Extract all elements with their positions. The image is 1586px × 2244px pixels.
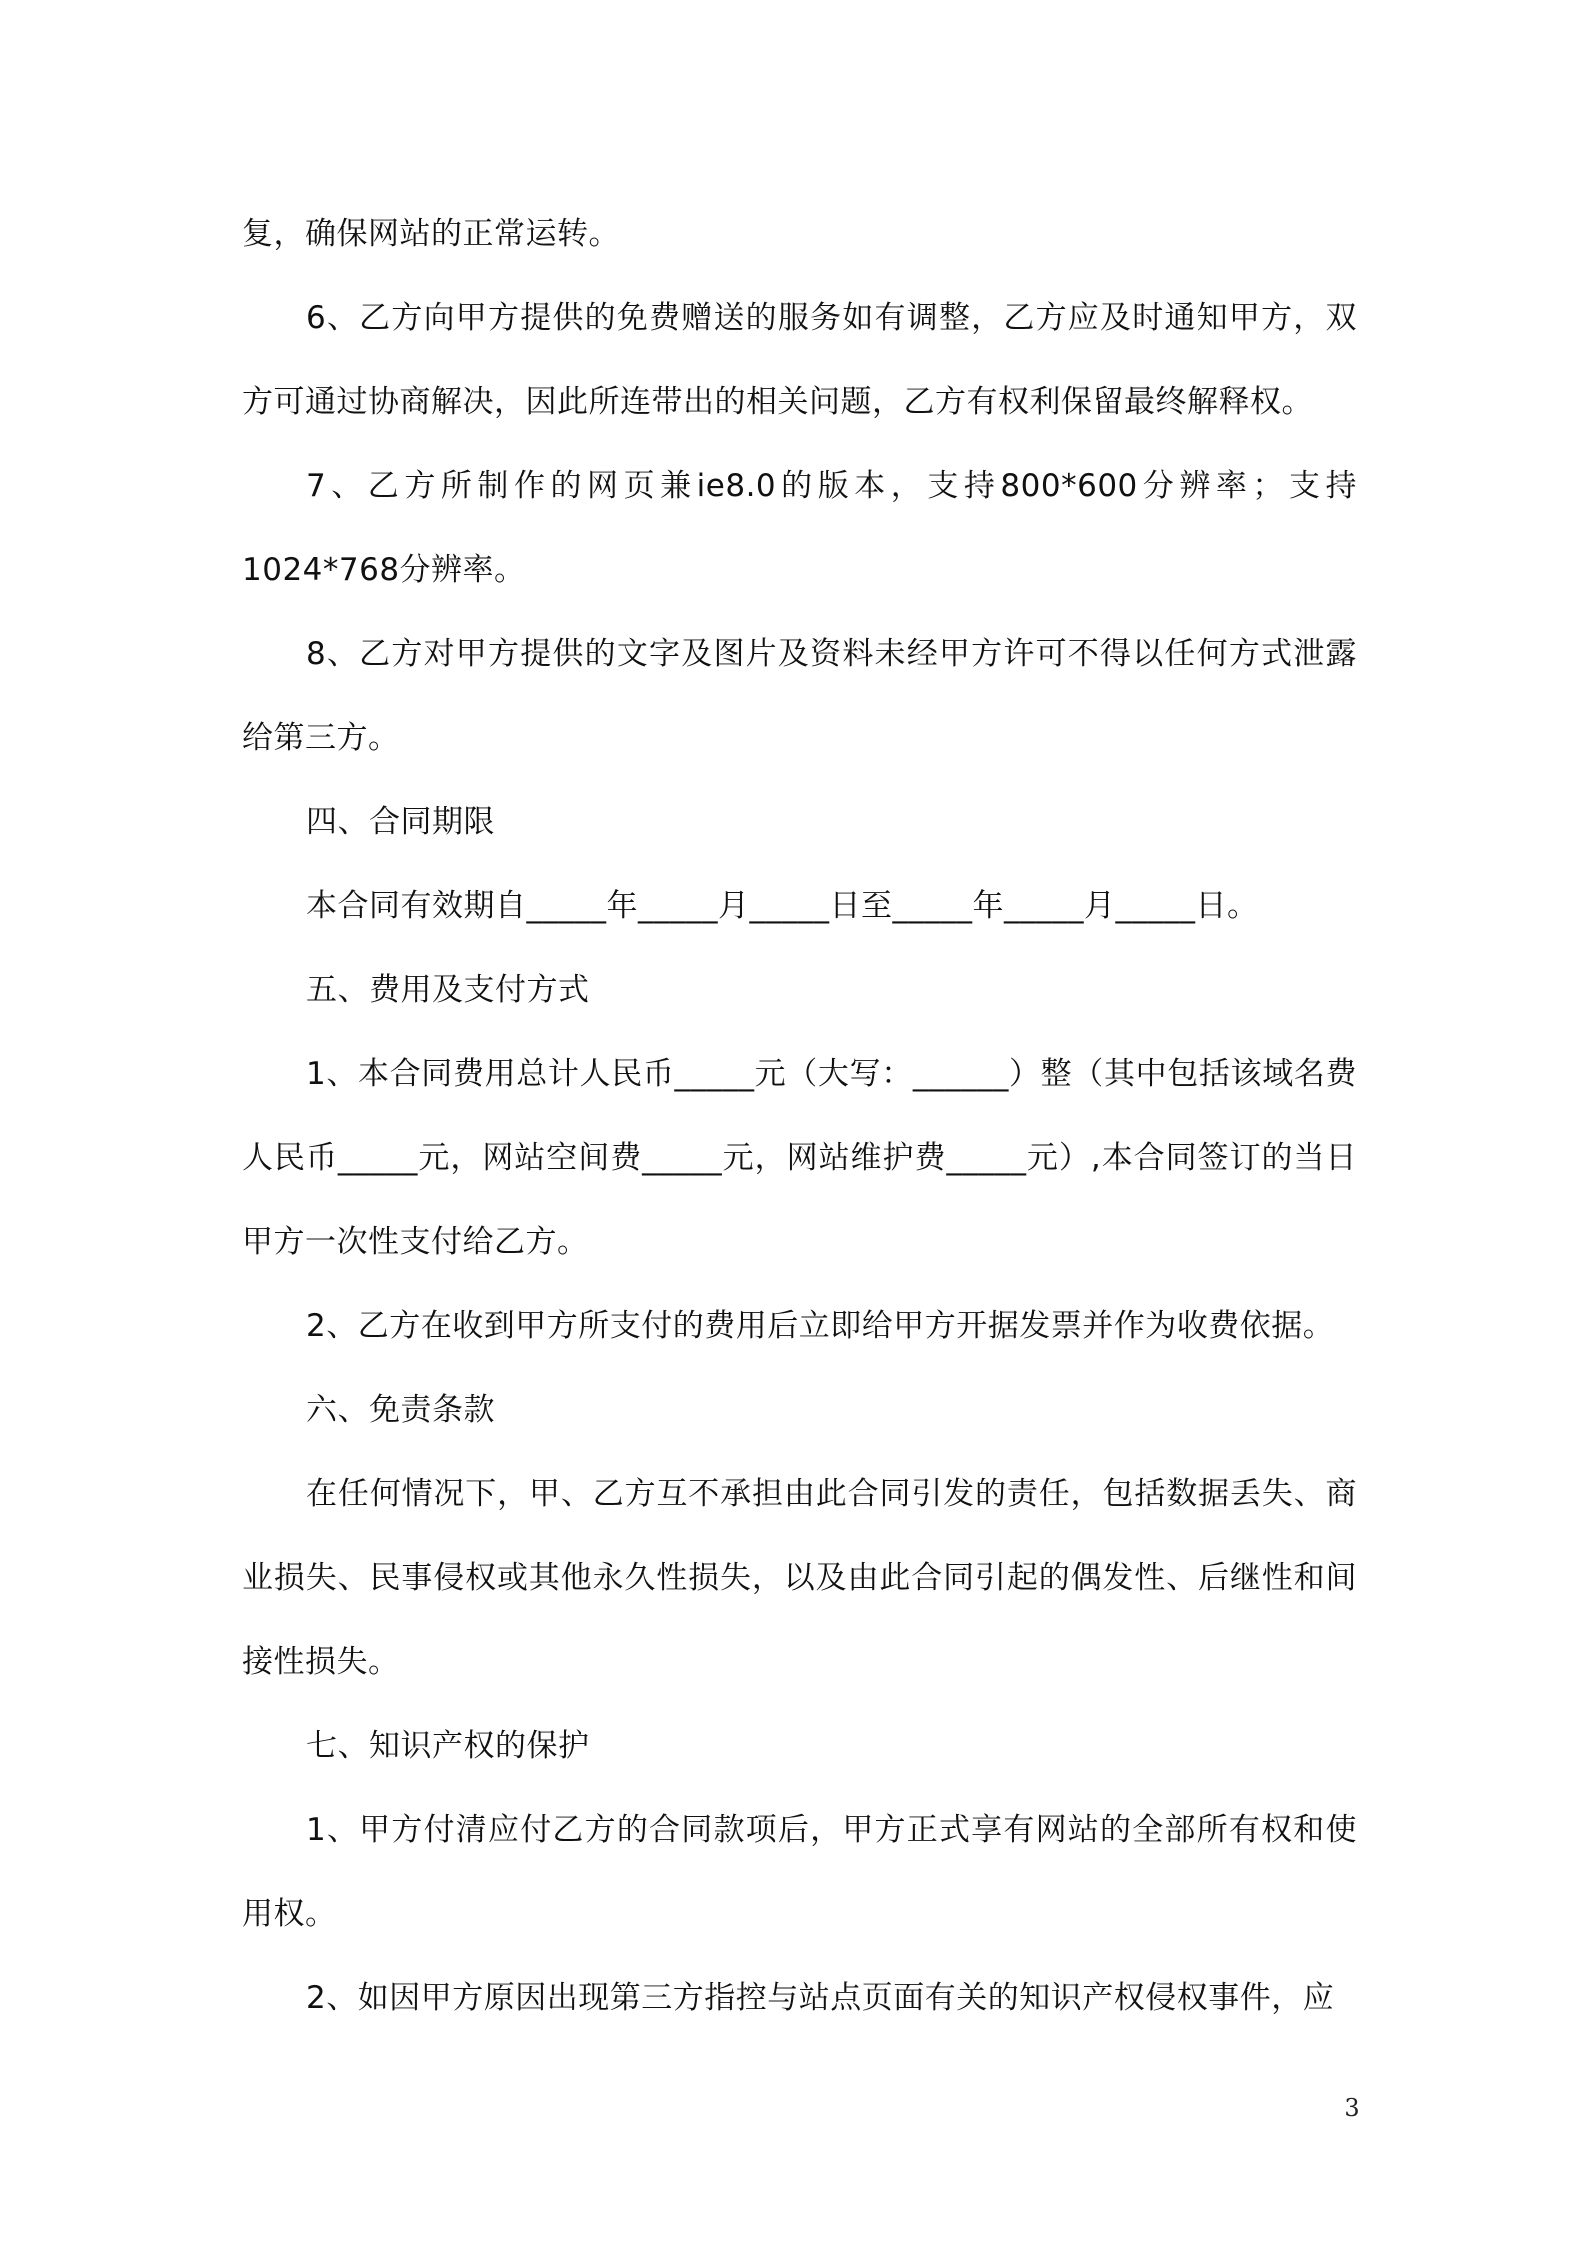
document-body (242, 192, 1357, 2040)
paragraph-disclaimer: 在任何情况下，甲、乙方互不承担由此合同引发的责任，包括数据丢失、商业损失、民事侵权或其他永久性损失，以及由此合同引起的偶发性、后继性和间接性损失。 (242, 1476, 1357, 1680)
paragraph-clause-6: 6、乙方向甲方提供的免费赠送的服务如有调整，乙方应及时通知甲方，双方可通过协商解决，因此所连带出的相关问题，乙方有权利保留最终解释权。 (242, 300, 1357, 420)
section-heading-fees-payment: 五、费用及支付方式 (306, 972, 590, 1008)
section-heading-ip-protection: 七、知识产权的保护 (306, 1728, 590, 1764)
paragraph-ip-2: 2、如因甲方原因出现第三方指控与站点页面有关的知识产权侵权事件，应 (306, 1980, 1335, 2016)
paragraph-fees-2: 2、乙方在收到甲方所支付的费用后立即给甲方开据发票并作为收费依据。 (306, 1308, 1335, 1344)
page-number: 3 (1344, 2094, 1360, 2122)
section-heading-contract-term: 四、合同期限 (306, 804, 495, 840)
section-heading-disclaimer: 六、免责条款 (306, 1392, 495, 1428)
paragraph-clause-8: 8、乙方对甲方提供的文字及图片及资料未经甲方许可不得以任何方式泄露给第三方。 (242, 636, 1357, 756)
paragraph-ip-1: 1、甲方付清应付乙方的合同款项后，甲方正式享有网站的全部所有权和使用权。 (242, 1812, 1357, 1932)
paragraph-contract-term: 本合同有效期自_____年_____月_____日至_____年_____月_____日。 (306, 888, 1259, 924)
paragraph-clause-7: 7、乙方所制作的网页兼ie8.0的版本，支持800*600分辨率；支持1024*768分辨率。 (242, 468, 1357, 588)
paragraph-continuation: 复，确保网站的正常运转。 (242, 216, 620, 252)
paragraph-fees-1: 1、本合同费用总计人民币_____元（大写：______）整（其中包括该域名费人民币_____元，网站空间费_____元，网站维护费_____元）,本合同签订的当日甲方一次性支付给乙方。 (242, 1056, 1357, 1260)
